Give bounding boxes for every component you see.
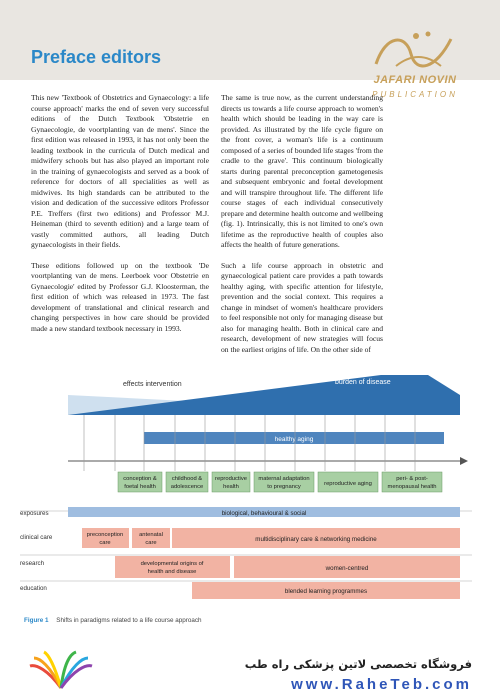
right-column <box>221 93 383 365</box>
figure-caption-text: Shifts in paradigms related to a life course approach <box>56 617 202 624</box>
stage-label: health <box>223 484 239 490</box>
paragraph: The same is true now, as the current understanding directs us towards a life course approach to women's health which should be leading in the way care is provided. As illustrated by the life cycle figure on the front cover, a woman's life is a continuum composed of a series of bounded life stages 'from the cradle to the grave'. This continuum biologically starts during parental preconception gametogenesis and subsequent embryonic and foetal development and will transpire throughout life. The different life course stages of each individual consecutively prepare and determine health outcome and wellbeing (fig. 1). Intrinsically, this is not limited to one's own lifetime as the reproductive health of couples also affects the health of future generations. <box>221 93 383 249</box>
row-label-clinical-care: clinical care <box>20 534 53 541</box>
exposures-bar-label: biological, behavioural & social <box>221 510 307 517</box>
rainbow-book-icon <box>28 650 94 692</box>
bar-label: care <box>99 540 111 546</box>
paragraph: These editions followed up on the textbook 'De voortplanting van de mens. Leerboek voor Obstetrie en Gynaecologie' edited by Professor G.J. Kloosterman, the first edition of which was released in 1973. The fast development of translational and clinical research and changing perspectives in how care should be provided made a new standard textbook necessary in 1993. <box>31 260 209 333</box>
page-title: Preface editors <box>31 47 162 67</box>
footer-url[interactable]: www.RaheTeb.com <box>291 676 472 693</box>
figure-label: Figure 1 <box>24 617 49 624</box>
bar-label: care <box>145 540 157 546</box>
calligraphy-icon <box>356 24 474 74</box>
paragraph: Such a life course approach in obstetric and gynaecological patient care provides a path towards healthy aging, with specific attention for lifestyle, prevention and the social context. This requires a change in mindset of women's healthcare providers to feel responsible not only for managing disease but also for managing health. Both in clinical care and research, development of new strategies will focus on the earliest origins of life. On the other side of <box>221 260 383 354</box>
bar-label: developmental origins of <box>140 561 204 567</box>
stage-boxes <box>118 472 442 492</box>
healthy-aging-label: healthy aging <box>274 436 314 443</box>
stage-label: conception & <box>123 476 157 482</box>
stage-label: adolescence <box>170 484 204 490</box>
stage-label: reproductive <box>215 476 247 482</box>
stage-label: foetal health <box>124 484 156 490</box>
bar-label: multidisciplinary care & networking medicine <box>255 536 377 543</box>
left-column <box>31 93 209 344</box>
footer-store-name: فروشگاه تخصصی لاتین پزشکی راه طب <box>244 657 472 671</box>
timeline-arrow-icon <box>460 457 468 465</box>
row-label-education: education <box>20 585 47 592</box>
bar-label: health and disease <box>147 569 197 575</box>
stage-label: childhood & <box>171 476 203 482</box>
bar-label: women-centred <box>325 565 369 572</box>
life-course-figure <box>20 375 472 633</box>
figure-caption <box>24 617 202 624</box>
logo-subtitle: PUBLICATION <box>372 90 458 99</box>
row-label-research: research <box>20 560 45 567</box>
bar-label: preconception <box>86 532 124 538</box>
stage-label: maternal adaptation <box>258 476 310 482</box>
effects-label: effects intervention <box>123 381 182 388</box>
stage-label: to pregnancy <box>267 484 301 490</box>
burden-label: burden of disease <box>335 379 391 386</box>
stage-label: peri- & post- <box>396 476 428 482</box>
row-label-exposures: exposures <box>20 510 49 517</box>
logo-wordmark: JAFARI NOVIN <box>373 74 457 86</box>
stage-label: menopausal health <box>387 484 437 490</box>
bar-label: blended learning programmes <box>284 588 368 595</box>
stage-label: reproductive aging <box>324 481 372 487</box>
bar-label: antenatal <box>139 532 163 538</box>
paragraph: This new 'Textbook of Obstetrics and Gynaecology: a life course approach' marks the end of seven very successful editions of the Dutch Textbook 'Obstetrie en Gynaecologie, de voortplanting van de mens'. Since the first edition was released in 1993, it has not only been the leading textbook in the curricula of Dutch medical and midwifery schools but has also played an important role in the training of gynaecologists and served as a book of reference for doctors of all specialities as well as midwives. Its high standards can be attributed to the vision and dedication of the successive editors Professor P.E. Treffers (first two editions) and Professor M.J. Heineman (third to seventh edition) and a large team of vastly committed authors, all leading Dutch gynaecologists in their fields. <box>31 93 209 249</box>
